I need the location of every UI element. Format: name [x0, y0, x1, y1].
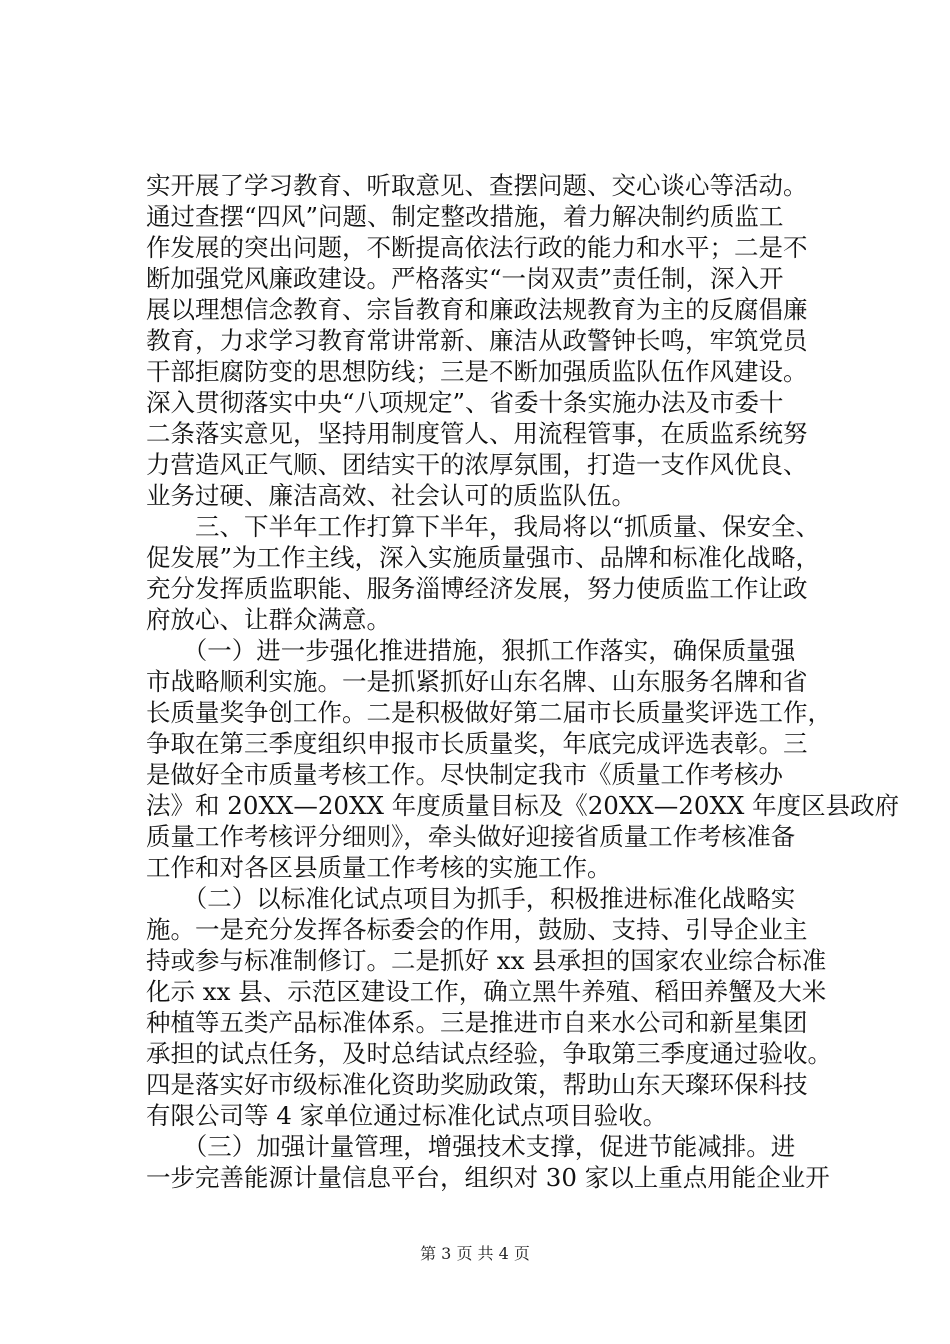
text-line: 教育，力求学习教育常讲常新、廉洁从政警钟长鸣，牢筑党员 [146, 326, 808, 355]
text-line: 四是落实好市级标准化资助奖励政策，帮助山东天璨环保科技 [146, 1070, 808, 1099]
text-line: 质量工作考核评分细则》，牵头做好迎接省质量工作考核准备 [146, 822, 796, 851]
text-line: 干部拒腐防变的思想防线；三是不断加强质监队伍作风建设。 [146, 357, 808, 386]
text-line: （二）以标准化试点项目为抓手，积极推进标准化战略实 [146, 884, 796, 913]
text-line: 争取在第三季度组织申报市长质量奖，年底完成评选表彰。三 [146, 729, 808, 758]
text-line: 持或参与标准制修订。二是抓好 xx 县承担的国家农业综合标准 [146, 946, 827, 975]
text-line: 断加强党风廉政建设。严格落实“一岗双责”责任制，深入开 [146, 264, 784, 293]
text-line: 种植等五类产品标准体系。三是推进市自来水公司和新星集团 [146, 1008, 808, 1037]
text-line: 促发展”为工作主线，深入实施质量强市、品牌和标准化战略， [146, 543, 821, 572]
text-line: 法》和 20XX—20XX 年度质量目标及《20XX—20XX 年度区县政府 [146, 791, 900, 820]
text-line: 深入贯彻落实中央“八项规定”、省委十条实施办法及市委十 [146, 388, 784, 417]
text-line: 通过查摆“四风”问题、制定整改措施，着力解决制约质监工 [146, 202, 784, 231]
text-line: （三）加强计量管理，增强技术支撑，促进节能减排。进 [146, 1132, 796, 1161]
text-line: 府放心、让群众满意。 [146, 605, 391, 634]
text-line: 展以理想信念教育、宗旨教育和廉政法规教育为主的反腐倡廉 [146, 295, 808, 324]
text-line: 工作和对各区县质量工作考核的实施工作。 [146, 853, 612, 882]
text-line: （一）进一步强化推进措施，狠抓工作落实，确保质量强 [146, 636, 796, 665]
text-line: 业务过硬、廉洁高效、社会认可的质监队伍。 [146, 481, 636, 510]
document-body [146, 170, 900, 1193]
text-line: 有限公司等 4 家单位通过标准化试点项目验收。 [146, 1101, 668, 1130]
text-line: 是做好全市质量考核工作。尽快制定我市《质量工作考核办 [146, 760, 783, 789]
text-line: 市战略顺利实施。一是抓紧抓好山东名牌、山东服务名牌和省 [146, 667, 808, 696]
text-line: 充分发挥质监职能、服务淄博经济发展，努力使质监工作让政 [146, 574, 808, 603]
text-line: 力营造风正气顺、团结实干的浓厚氛围，打造一支作风优良、 [146, 450, 808, 479]
text-line: 化示 xx 县、示范区建设工作，确立黑牛养殖、稻田养蟹及大米 [146, 977, 827, 1006]
text-line: 实开展了学习教育、听取意见、查摆问题、交心谈心等活动。 [146, 171, 808, 200]
text-line: 施。一是充分发挥各标委会的作用，鼓励、支持、引导企业主 [146, 915, 808, 944]
text-line: 一步完善能源计量信息平台，组织对 30 家以上重点用能企业开 [146, 1163, 830, 1192]
text-line: 承担的试点任务，及时总结试点经验，争取第三季度通过验收。 [146, 1039, 832, 1068]
text-line: 作发展的突出问题，不断提高依法行政的能力和水平；二是不 [146, 233, 808, 262]
text-line: 三、下半年工作打算下半年，我局将以“抓质量、保安全、 [146, 512, 821, 541]
page-number-footer: 第 3 页 共 4 页 [420, 1244, 530, 1263]
text-line: 长质量奖争创工作。二是积极做好第二届市长质量奖评选工作， [146, 698, 832, 727]
text-line: 二条落实意见，坚持用制度管人、用流程管事，在质监系统努 [146, 419, 808, 448]
